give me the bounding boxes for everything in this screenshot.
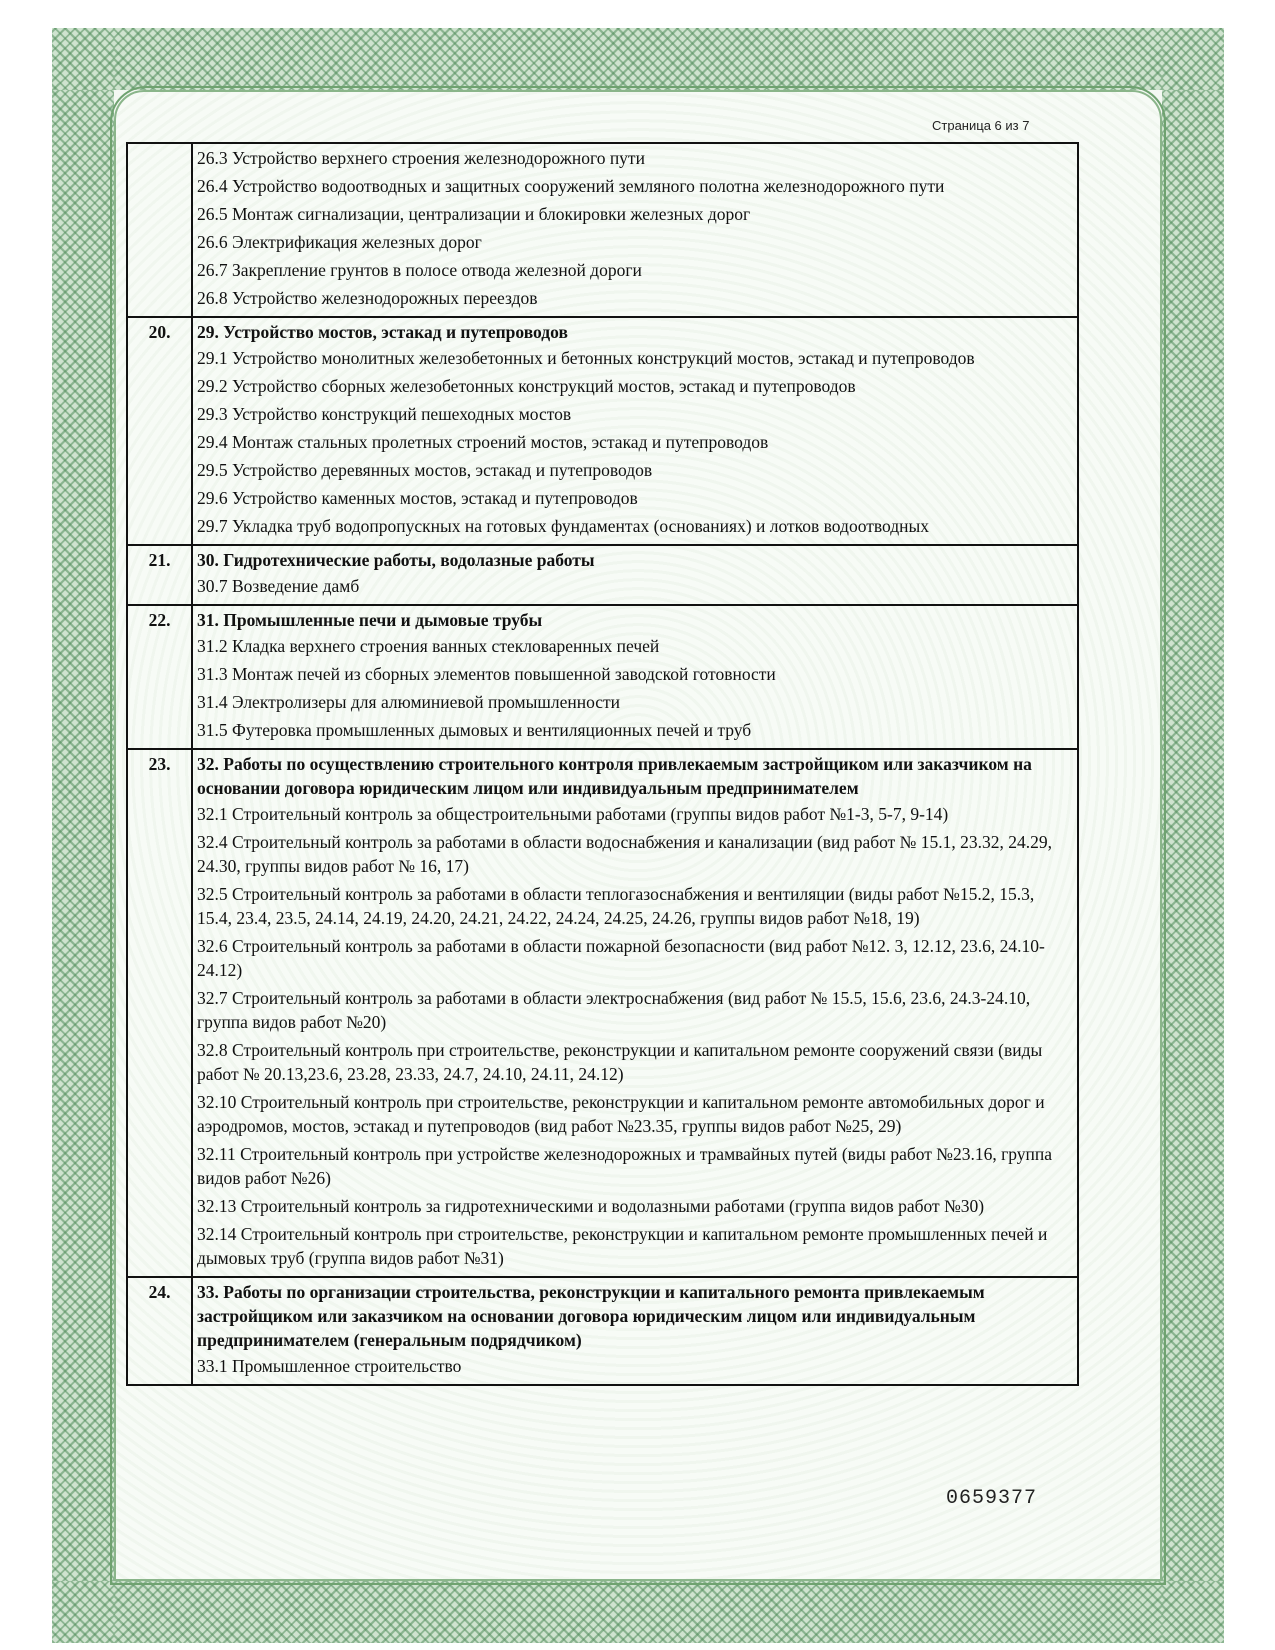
work-item: 29.6 Устройство каменных мостов, эстакад и путепроводов bbox=[197, 488, 638, 508]
row-number: 23. bbox=[127, 749, 192, 1277]
work-item: 32.10 Строительный контроль при строительстве, реконструкции и капитальном ремонте автомобильных дорог и аэродромов, мостов, эстакад и путепроводов (вид работ №23.35, группы видов работ №25, 29) bbox=[197, 1092, 1045, 1136]
work-item: 33.1 Промышленное строительство bbox=[197, 1356, 462, 1376]
row-number: 24. bbox=[127, 1277, 192, 1385]
work-item: 30.7 Возведение дамб bbox=[197, 576, 360, 596]
row-content bbox=[192, 317, 1078, 545]
section-heading: 30. Гидротехнические работы, водолазные работы bbox=[197, 550, 595, 570]
serial-number: 0659377 bbox=[946, 1487, 1038, 1510]
table-row bbox=[127, 749, 1078, 1277]
section-heading: 32. Работы по осуществлению строительного контроля привлекаемым застройщиком или заказчиком на основании договора юридическим лицом или индивидуальным предпринимателем bbox=[197, 754, 1032, 798]
table-row bbox=[127, 605, 1078, 749]
table-row bbox=[127, 1277, 1078, 1385]
work-item: 32.14 Строительный контроль при строительстве, реконструкции и капитальном ремонте промышленных печей и дымовых труб (группа видов работ №31) bbox=[197, 1224, 1048, 1268]
table-row bbox=[127, 317, 1078, 545]
work-item: 26.5 Монтаж сигнализации, централизации и блокировки железных дорог bbox=[197, 204, 751, 224]
work-item: 32.6 Строительный контроль за работами в области пожарной безопасности (вид работ №12. 3, 12.12, 23.6, 24.10-24.12) bbox=[197, 936, 1045, 980]
section-heading: 29. Устройство мостов, эстакад и путепроводов bbox=[197, 322, 568, 342]
work-item: 32.1 Строительный контроль за общестроительными работами (группы видов работ №1-3, 5-7, 9-14) bbox=[197, 804, 949, 824]
work-item: 29.3 Устройство конструкций пешеходных мостов bbox=[197, 404, 572, 424]
work-item: 29.4 Монтаж стальных пролетных строений мостов, эстакад и путепроводов bbox=[197, 432, 769, 452]
work-item: 26.4 Устройство водоотводных и защитных сооружений земляного полотна железнодорожного пути bbox=[197, 176, 945, 196]
work-item: 29.1 Устройство монолитных железобетонных и бетонных конструкций мостов, эстакад и путепроводов bbox=[197, 348, 975, 368]
work-item: 29.7 Укладка труб водопропускных на готовых фундаментах (основаниях) и лотков водоотводных bbox=[197, 516, 930, 536]
work-item: 32.11 Строительный контроль при устройстве железнодорожных и трамвайных путей (виды работ №23.16, группа видов работ №26) bbox=[197, 1144, 1053, 1188]
row-content bbox=[192, 605, 1078, 749]
work-item: 31.3 Монтаж печей из сборных элементов повышенной заводской готовности bbox=[197, 664, 776, 684]
row-content bbox=[192, 143, 1078, 317]
work-item: 32.8 Строительный контроль при строительстве, реконструкции и капитальном ремонте сооружений связи (виды работ № 20.13,23.6, 23.28, 23.33, 24.7, 24.10, 24.11, 24.12) bbox=[197, 1040, 1043, 1084]
work-item: 31.5 Футеровка промышленных дымовых и вентиляционных печей и труб bbox=[197, 720, 752, 740]
table-row bbox=[127, 545, 1078, 605]
work-item: 31.4 Электролизеры для алюминиевой промышленности bbox=[197, 692, 621, 712]
work-types-table bbox=[126, 142, 1079, 1386]
work-item: 32.13 Строительный контроль за гидротехническими и водолазными работами (группа видов работ №30) bbox=[197, 1196, 985, 1216]
section-heading: 31. Промышленные печи и дымовые трубы bbox=[197, 610, 543, 630]
work-item: 26.8 Устройство железнодорожных переездов bbox=[197, 288, 538, 308]
work-item: 32.5 Строительный контроль за работами в области теплогазоснабжения и вентиляции (виды работ №15.2, 15.3, 15.4, 23.4, 23.5, 24.14, 24.19, 24.20, 24.21, 24.22, 24.24, 24.25, 24.26, группы видов работ №18, 19) bbox=[197, 884, 1035, 928]
work-item: 31.2 Кладка верхнего строения ванных стекловаренных печей bbox=[197, 636, 660, 656]
work-item: 26.7 Закрепление грунтов в полосе отвода железной дороги bbox=[197, 260, 642, 280]
work-item: 29.5 Устройство деревянных мостов, эстакад и путепроводов bbox=[197, 460, 653, 480]
work-item: 29.2 Устройство сборных железобетонных конструкций мостов, эстакад и путепроводов bbox=[197, 376, 856, 396]
work-item: 26.6 Электрификация железных дорог bbox=[197, 232, 482, 252]
row-number: 22. bbox=[127, 605, 192, 749]
row-content bbox=[192, 749, 1078, 1277]
work-item: 32.4 Строительный контроль за работами в области водоснабжения и канализации (вид работ № 15.1, 23.32, 24.29, 24.30, группы видов работ № 16, 17) bbox=[197, 832, 1052, 876]
row-number: 21. bbox=[127, 545, 192, 605]
page-number: Страница 6 из 7 bbox=[932, 118, 1030, 133]
row-number: 20. bbox=[127, 317, 192, 545]
row-content bbox=[192, 1277, 1078, 1385]
section-heading: 33. Работы по организации строительства, реконструкции и капитального ремонта привлекаемым застройщиком или заказчиком на основании договора юридическим лицом или индивидуальным предпринимателем (генеральным подрядчиком) bbox=[197, 1282, 985, 1350]
work-item: 26.3 Устройство верхнего строения железнодорожного пути bbox=[197, 148, 645, 168]
table-row bbox=[127, 143, 1078, 317]
row-number bbox=[127, 143, 192, 317]
work-item: 32.7 Строительный контроль за работами в области электроснабжения (вид работ № 15.5, 15.6, 23.6, 24.3-24.10, группа видов работ №20) bbox=[197, 988, 1031, 1032]
row-content bbox=[192, 545, 1078, 605]
